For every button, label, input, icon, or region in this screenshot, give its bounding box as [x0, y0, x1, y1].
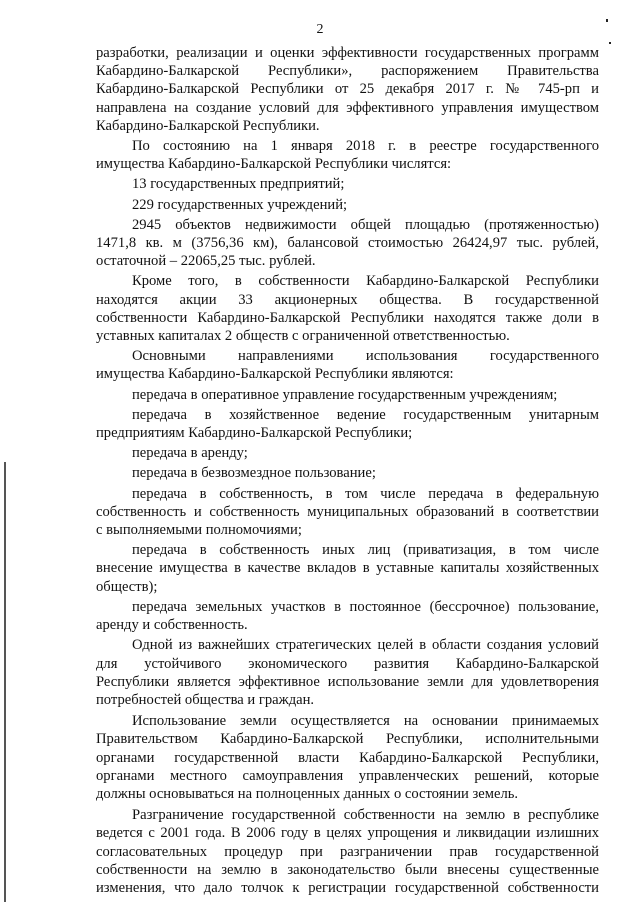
text-line: передача в собственность, в том числе передача в федеральную: [132, 485, 599, 502]
text-line: собственность и собственность муниципальных образований в соответствии: [96, 503, 599, 520]
text-line: остаточной – 22065,25 тыс. рублей.: [96, 253, 316, 270]
text-line: Кабардино-Балкарской Республики», распоряжением Правительства: [96, 63, 599, 80]
text-line: передача в собственность иных лиц (приватизация, в том числе: [132, 542, 599, 559]
text-line: собственности на землю в законодательство были внесены существенные: [96, 861, 599, 878]
text-line: Одной из важнейших стратегических целей в области создания условий: [132, 637, 599, 654]
text-line: По состоянию на 1 января 2018 г. в реестре государственного: [132, 138, 599, 155]
text-line: 229 государственных учреждений;: [132, 196, 348, 213]
edge-mark-top-right: [606, 19, 608, 22]
text-line: Правительством Кабардино-Балкарской Республики, исполнительными: [96, 731, 599, 748]
text-line: ведется с 2001 года. В 2006 году в целях упрощения и ликвидации излишних: [96, 825, 599, 842]
text-line: обществ);: [96, 578, 158, 595]
text-line: Кроме того, в собственности Кабардино-Балкарской Республики: [132, 273, 599, 290]
text-line: Кабардино-Балкарской Республики от 25 декабря 2017 г. № 745-рп и: [96, 81, 599, 98]
text-line: Кабардино-Балкарской Республики.: [96, 117, 320, 134]
text-line: имущества Кабардино-Балкарской Республики являются:: [96, 366, 454, 383]
text-line: органами государственной власти Кабардино-Балкарской Республики,: [96, 749, 599, 766]
text-line: аренду и собственность.: [96, 617, 248, 634]
text-line: внесение имущества в качестве вкладов в уставные капиталы хозяйственных: [96, 560, 599, 577]
text-line: уставных капиталах 2 обществ с ограниченной ответственностью.: [96, 328, 510, 345]
text-line: потребностей общества и граждан.: [96, 691, 315, 708]
text-line: находятся акции 33 акционерных общества. В государственной: [96, 291, 599, 308]
text-line: для устойчивого экономического развития Кабардино-Балкарской: [96, 655, 599, 672]
text-line: направлена на создание условий для эффективного управления имуществом: [96, 99, 599, 116]
text-line: изменения, что дало толчок к регистрации государственной собственности: [96, 879, 599, 896]
text-line: передача в хозяйственное ведение государственным унитарным: [132, 406, 599, 423]
text-line: Использование земли осуществляется на основании принимаемых: [132, 713, 599, 730]
text-line: 2945 объектов недвижимости общей площадью (протяженностью): [132, 216, 599, 233]
text-line: с выполняемыми полномочиями;: [96, 522, 302, 539]
text-line: Основными направлениями использования государственного: [132, 348, 599, 365]
text-line: 13 государственных предприятий;: [132, 176, 345, 193]
document-body: [96, 44, 599, 897]
text-line: предприятиям Кабардино-Балкарской Республики;: [96, 425, 413, 442]
text-line: согласовательных процедур при разграничении прав государственной: [96, 843, 599, 860]
page-number: 2: [316, 22, 324, 37]
text-line: передача в оперативное управление государственным учреждениям;: [132, 386, 558, 403]
text-line: Разграничение государственной собственности на землю в республике: [132, 807, 599, 824]
text-line: передача в безвозмездное пользование;: [132, 465, 376, 482]
text-line: разработки, реализации и оценки эффективности государственных программ: [96, 45, 599, 61]
text-line: должны основываться на полноценных данных о состоянии земель.: [96, 785, 519, 802]
edge-mark-right: [609, 42, 611, 44]
edge-mark-left: [4, 462, 6, 902]
text-line: 1471,8 кв. м (3756,36 км), балансовой стоимостью 26424,97 тыс. рублей,: [96, 235, 599, 252]
text-line: Республики является эффективное использование земли для удовлетворения: [96, 673, 599, 690]
text-line: передача земельных участков в постоянное (бессрочное) пользование,: [132, 598, 599, 615]
text-line: имущества Кабардино-Балкарской Республики числятся:: [96, 156, 452, 173]
text-line: органами местного самоуправления управленческих решений, которые: [96, 767, 599, 784]
text-line: собственности Кабардино-Балкарской Республики находятся также доли в: [96, 309, 599, 326]
text-line: передача в аренду;: [132, 445, 248, 462]
